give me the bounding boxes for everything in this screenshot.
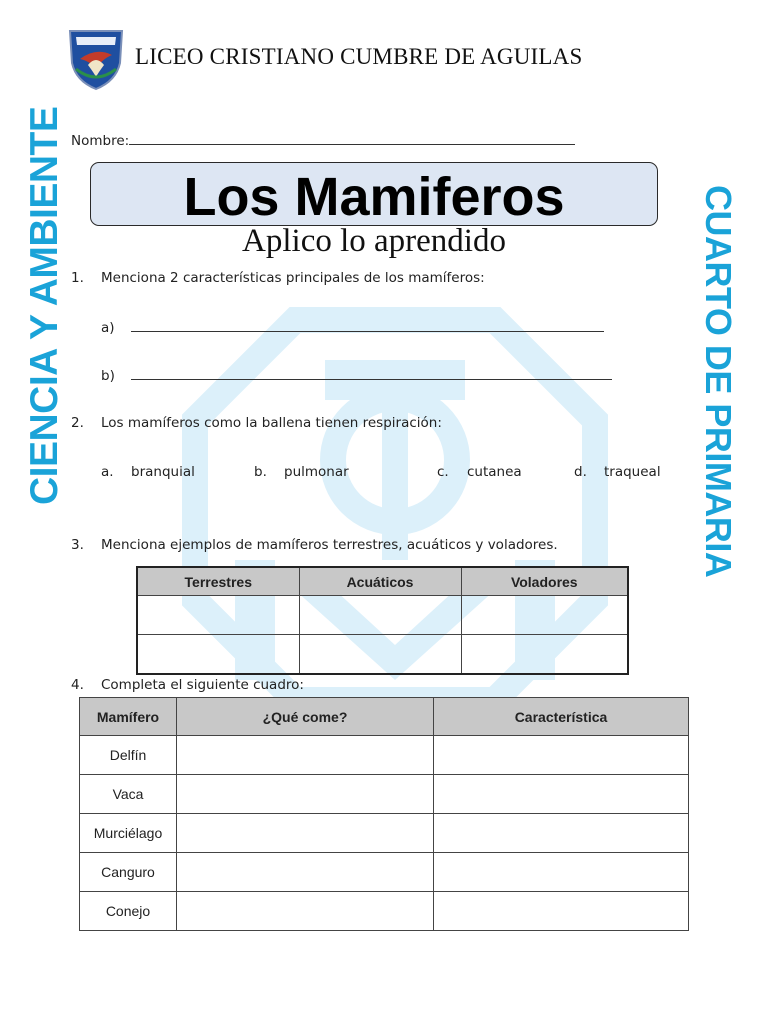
question-number: 2. <box>71 415 84 431</box>
mammal-table <box>79 697 689 931</box>
column-header: Terrestres <box>137 567 299 596</box>
school-crest-icon <box>66 25 126 91</box>
table-row <box>80 775 689 814</box>
answer-blank-line[interactable] <box>131 367 612 380</box>
table-cell[interactable] <box>434 892 689 931</box>
table-row <box>80 892 689 931</box>
table-cell[interactable] <box>434 814 689 853</box>
choice-text: traqueal <box>604 464 661 480</box>
table-cell[interactable] <box>299 635 461 675</box>
option-letter: a) <box>101 320 115 336</box>
column-header: Característica <box>434 698 689 736</box>
table-cell[interactable] <box>434 775 689 814</box>
habitat-table <box>136 566 629 675</box>
page-title: Los Mamiferos <box>183 167 565 227</box>
table-cell[interactable] <box>177 775 434 814</box>
choice-letter: d. <box>574 464 587 480</box>
column-header: Mamífero <box>80 698 177 736</box>
answer-blank-line[interactable] <box>131 319 604 332</box>
column-header: Voladores <box>461 567 628 596</box>
choice-letter: c. <box>437 464 449 480</box>
table-row <box>137 635 628 675</box>
table-row <box>137 596 628 635</box>
table-row <box>80 853 689 892</box>
table-row <box>80 814 689 853</box>
question-2 <box>71 415 442 431</box>
question-number: 1. <box>71 270 84 286</box>
name-label: Nombre: <box>71 133 130 149</box>
question-number: 4. <box>71 677 84 693</box>
table-cell[interactable] <box>177 853 434 892</box>
question-text: Menciona 2 características principales de los mamíferos: <box>101 270 485 286</box>
question-3 <box>71 537 558 553</box>
choice-text: cutanea <box>467 464 522 480</box>
table-header-row <box>137 567 628 596</box>
question-text: Los mamíferos como la ballena tienen respiración: <box>101 415 442 431</box>
option-letter: b) <box>101 368 115 384</box>
table-row <box>80 736 689 775</box>
mammal-name: Murciélago <box>80 814 177 853</box>
choice-d[interactable] <box>574 464 661 480</box>
school-name: LICEO CRISTIANO CUMBRE DE AGUILAS <box>135 44 583 69</box>
name-blank-line[interactable] <box>129 132 575 145</box>
table-cell[interactable] <box>434 853 689 892</box>
table-cell[interactable] <box>177 892 434 931</box>
table-cell[interactable] <box>177 814 434 853</box>
grade-label: CUARTO DE PRIMARIA <box>698 185 739 578</box>
choice-b[interactable] <box>254 464 349 480</box>
choice-c[interactable] <box>437 464 522 480</box>
choice-text: branquial <box>131 464 195 480</box>
answer-1b[interactable] <box>101 367 612 384</box>
table-cell[interactable] <box>434 736 689 775</box>
question-4 <box>71 677 304 693</box>
mammal-name: Conejo <box>80 892 177 931</box>
subject-label: CIENCIA Y AMBIENTE <box>23 106 66 505</box>
table-cell[interactable] <box>461 596 628 635</box>
column-header: Acuáticos <box>299 567 461 596</box>
question-text: Menciona ejemplos de mamíferos terrestres, acuáticos y voladores. <box>101 537 558 553</box>
question-1 <box>71 270 485 286</box>
mammal-name: Vaca <box>80 775 177 814</box>
choice-a[interactable] <box>101 464 195 480</box>
choice-letter: b. <box>254 464 267 480</box>
mammal-name: Canguro <box>80 853 177 892</box>
page-subtitle: Aplico lo aprendido <box>242 223 506 259</box>
choice-letter: a. <box>101 464 114 480</box>
table-cell[interactable] <box>137 635 299 675</box>
table-cell[interactable] <box>461 635 628 675</box>
answer-1a[interactable] <box>101 319 604 336</box>
question-number: 3. <box>71 537 84 553</box>
choice-text: pulmonar <box>284 464 349 480</box>
mammal-name: Delfín <box>80 736 177 775</box>
table-header-row <box>80 698 689 736</box>
table-cell[interactable] <box>299 596 461 635</box>
question-text: Completa el siguiente cuadro: <box>101 677 304 693</box>
name-field[interactable] <box>71 132 575 149</box>
table-cell[interactable] <box>137 596 299 635</box>
column-header: ¿Qué come? <box>177 698 434 736</box>
table-cell[interactable] <box>177 736 434 775</box>
